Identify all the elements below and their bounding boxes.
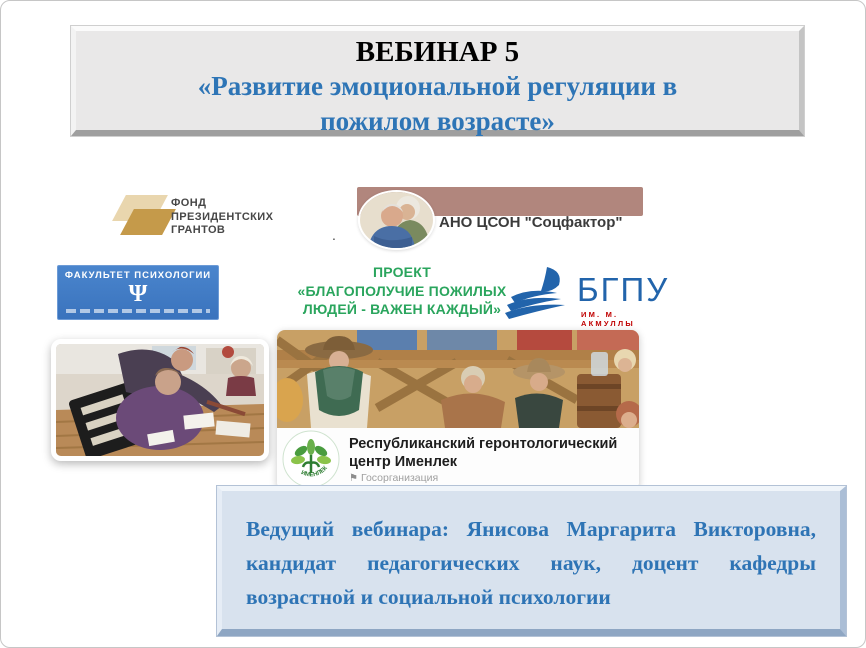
workshop-photo: [51, 339, 269, 461]
webinar-title-line2: пожилом возрасте»: [320, 106, 555, 136]
project-title: ПРОЕКТ «БЛАГОПОЛУЧИЕ ПОЖИЛЫХ ЛЮДЕЙ - ВАЖЕН КАЖДЫЙ»: [297, 264, 507, 317]
bgpu-sail-icon: [501, 263, 575, 323]
stray-dot: .: [332, 227, 336, 243]
flag-icon: ⚑: [349, 473, 358, 484]
psychology-tagline-blur: [66, 309, 210, 313]
presenter-line2: кандидат педагогических наук, доцент кафедры: [246, 551, 816, 575]
fund-label: ФОНД ПРЕЗИДЕНТСКИХ ГРАНТОВ: [171, 197, 274, 236]
bgpu-logo: [501, 263, 671, 328]
title-box: [71, 26, 804, 136]
presidential-grants-logo: [111, 189, 286, 249]
psychology-faculty-logo: [57, 265, 219, 320]
gov-org-badge: ⚑ Госорганизация: [349, 472, 439, 484]
presenter-line1: Ведущий вебинара: Янисова Маргарита Викторовна,: [246, 517, 816, 541]
imenlek-circle-label: ИМЕНЛЕК: [299, 465, 329, 479]
org-banner: [277, 428, 639, 490]
presenter-box: [217, 486, 846, 636]
gerontology-center-card: [277, 330, 639, 490]
webinar-number: ВЕБИНАР 5: [355, 36, 520, 68]
imenlek-logo-icon: [281, 429, 341, 489]
bgpu-subtitle: ИМ. М. АКМУЛЛЫ: [581, 310, 635, 328]
presenter-line3: возрастной и социальной психологии: [246, 585, 611, 609]
fund-parallelogram-icon: [111, 191, 169, 243]
webinar-title-line1: «Развитие эмоциональной регуляции в: [197, 71, 678, 101]
psychology-faculty-title: ФАКУЛЬТЕТ ПСИХОЛОГИИ: [64, 270, 212, 281]
folk-scene-photo: [277, 330, 639, 428]
elderly-couple-photo: [358, 190, 435, 250]
psi-icon: Ψ: [128, 281, 148, 307]
ano-label: АНО ЦСОН "Соцфактор": [439, 214, 623, 231]
org-name: Республиканский геронтологический центр Именлек: [349, 436, 618, 470]
bgpu-abbr: БГПУ: [577, 271, 670, 308]
